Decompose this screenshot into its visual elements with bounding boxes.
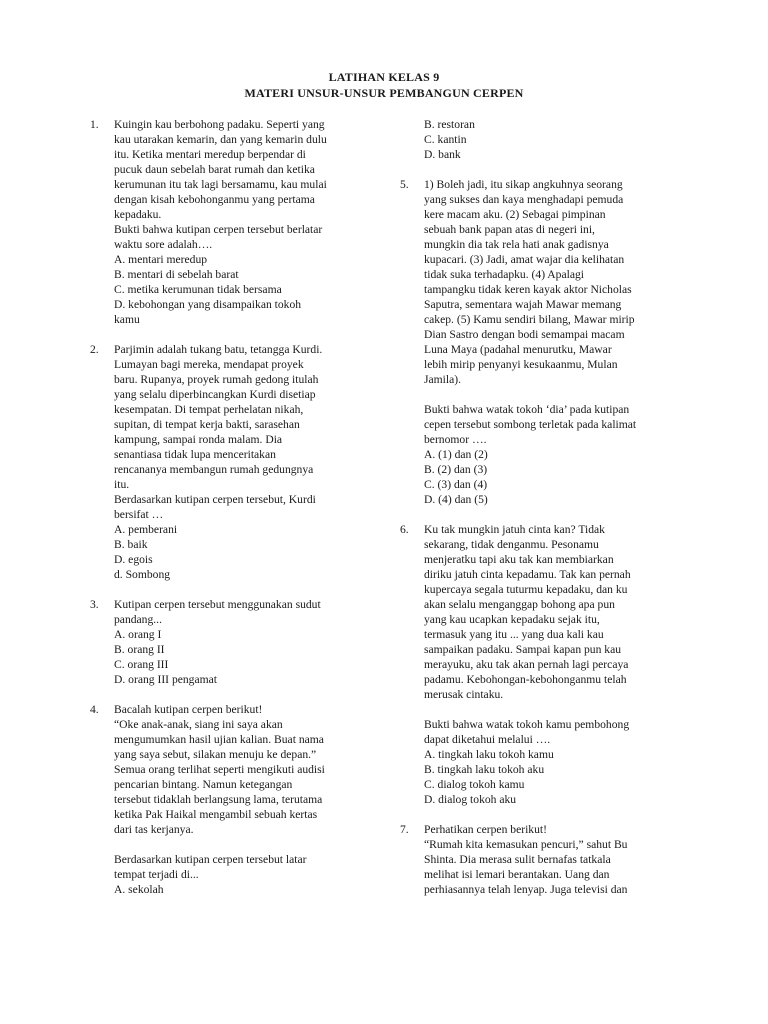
question-line: pucuk daun sebelah barat rumah dan ketika bbox=[114, 163, 315, 176]
option-line: D. bank bbox=[424, 148, 461, 161]
question-item bbox=[400, 177, 690, 507]
question-line: mengumumkan hasil ujian kalian. Buat nama bbox=[114, 733, 324, 746]
question-line: D. egois bbox=[114, 553, 153, 566]
question-spacer bbox=[400, 807, 690, 822]
right-column bbox=[400, 117, 690, 897]
question-line: A. sekolah bbox=[114, 883, 164, 896]
question-line: cepen tersebut sombong terletak pada kalimat bbox=[424, 418, 637, 431]
question-line: cakep. (5) Kamu sendiri bilang, Mawar mirip bbox=[424, 313, 635, 326]
question-spacer bbox=[90, 327, 380, 342]
question-line: A. mentari meredup bbox=[114, 253, 208, 266]
question-line: sampaikan padaku. Sampai kapan pun kau bbox=[424, 643, 622, 656]
question-line: dapat diketahui melalui …. bbox=[424, 733, 551, 746]
question-line: D. (4) dan (5) bbox=[424, 493, 488, 506]
page-title: LATIHAN KELAS 9 bbox=[328, 70, 440, 84]
question-line: B. orang II bbox=[114, 643, 165, 656]
question-line: Bacalah kutipan cerpen berikut! bbox=[114, 703, 263, 716]
question-line: B. tingkah laku tokoh aku bbox=[424, 763, 545, 776]
question-line: Dian Sastro dengan bodi semampai macam bbox=[424, 328, 625, 341]
question-line: melihat isi lemari berantakan. Uang dan bbox=[424, 868, 610, 881]
question-item bbox=[90, 597, 380, 687]
question-line: perhiasannya telah lenyap. Juga televisi dan bbox=[424, 883, 628, 896]
question-number: 2. bbox=[90, 343, 99, 356]
question-line: itu. Ketika mentari meredup berpendar di bbox=[114, 148, 306, 161]
question-line: Berdasarkan kutipan cerpen tersebut latar bbox=[114, 853, 307, 866]
question-item bbox=[90, 342, 380, 582]
question-number: 7. bbox=[400, 823, 409, 836]
question-line: Bukti bahwa watak tokoh ‘dia’ pada kutipan bbox=[424, 403, 630, 416]
question-line: C. dialog tokoh kamu bbox=[424, 778, 525, 791]
question-line: tempat terjadi di... bbox=[114, 868, 199, 881]
question-number: 3. bbox=[90, 598, 99, 611]
question-line: Bukti bahwa kutipan cerpen tersebut berlatar bbox=[114, 223, 323, 236]
question-line: pandang... bbox=[114, 613, 162, 626]
question-item bbox=[90, 117, 380, 327]
question-line: kesempatan. Di tempat perhelatan nikah, bbox=[114, 403, 304, 416]
question-line: A. orang I bbox=[114, 628, 162, 641]
question-line: Semua orang terlihat seperti mengikuti audisi bbox=[114, 763, 325, 776]
question-number: 6. bbox=[400, 523, 409, 536]
question-line: D. dialog tokoh aku bbox=[424, 793, 517, 806]
question-line: tidak suka terhadapku. (4) Apalagi bbox=[424, 268, 585, 281]
question-line: kerumunan itu tak lagi bersamamu, kau mulai bbox=[114, 178, 327, 191]
question-line bbox=[424, 702, 690, 717]
question-line: Jamila). bbox=[424, 373, 462, 386]
question-line: tampangku tidak keren kayak aktor Nicholas bbox=[424, 283, 632, 296]
question-line: A. tingkah laku tokoh kamu bbox=[424, 748, 554, 761]
question-line: Perhatikan cerpen berikut! bbox=[424, 823, 547, 836]
question-line: waktu sore adalah…. bbox=[114, 238, 213, 251]
question-line: senantiasa tidak lupa menceritakan bbox=[114, 448, 276, 461]
continued-options bbox=[400, 117, 690, 162]
question-line: menjeratku tapi aku tak kan membiarkan bbox=[424, 553, 614, 566]
question-line: kau utarakan kemarin, dan yang kemarin dulu bbox=[114, 133, 327, 146]
question-line: Shinta. Dia merasa sulit bernafas tatkala bbox=[424, 853, 611, 866]
question-line: C. (3) dan (4) bbox=[424, 478, 488, 491]
question-spacer bbox=[400, 507, 690, 522]
question-line: itu. bbox=[114, 478, 130, 491]
question-line: Ku tak mungkin jatuh cinta kan? Tidak bbox=[424, 523, 605, 536]
question-line: lebih mirip penyanyi kesukaanmu, Mulan bbox=[424, 358, 618, 371]
question-spacer bbox=[90, 582, 380, 597]
question-line: Lumayan bagi mereka, mendapat proyek bbox=[114, 358, 304, 371]
question-number: 5. bbox=[400, 178, 409, 191]
question-line: yang sukses dan kaya menghadapi pemuda bbox=[424, 193, 624, 206]
page-subtitle: MATERI UNSUR-UNSUR PEMBANGUN CERPEN bbox=[244, 86, 524, 100]
question-line: Parjimin adalah tukang batu, tetangga Kurdi. bbox=[114, 343, 323, 356]
question-line: bersifat … bbox=[114, 508, 164, 521]
question-line: bernomor …. bbox=[424, 433, 487, 446]
left-column bbox=[90, 117, 380, 897]
question-line: kupercaya segala tuturmu kepadaku, dan ku bbox=[424, 583, 628, 596]
question-line: “Rumah kita kemasukan pencuri,” sahut Bu bbox=[424, 838, 628, 851]
question-line: B. (2) dan (3) bbox=[424, 463, 488, 476]
question-line: “Oke anak-anak, siang ini saya akan bbox=[114, 718, 283, 731]
question-line: padamu. Kebohongan-kebohonganmu telah bbox=[424, 673, 627, 686]
question-line: ketika Pak Haikal mengambil sebuah kertas bbox=[114, 808, 318, 821]
question-line: A. (1) dan (2) bbox=[424, 448, 488, 461]
question-line: C. orang III bbox=[114, 658, 169, 671]
question-line: termasuk yang itu ... yang dua kali kau bbox=[424, 628, 604, 641]
option-line: C. kantin bbox=[424, 133, 467, 146]
question-line: C. metika kerumunan tidak bersama bbox=[114, 283, 282, 296]
question-line: yang saya sebut, silakan menuju ke depan.” bbox=[114, 748, 317, 761]
question-line: kamu bbox=[114, 313, 140, 326]
question-line: kampung, sampai ronda malam. Dia bbox=[114, 433, 283, 446]
question-line: Saputra, sementara wajah Mawar memang bbox=[424, 298, 622, 311]
question-line: rencananya membangun rumah gedungnya bbox=[114, 463, 314, 476]
question-line: yang selalu diperbincangkan Kurdi disetiap bbox=[114, 388, 316, 401]
question-line: D. orang III pengamat bbox=[114, 673, 218, 686]
question-line: B. baik bbox=[114, 538, 148, 551]
question-line: merusak cintaku. bbox=[424, 688, 504, 701]
question-line: sebuah bank papan atas di negeri ini, bbox=[424, 223, 595, 236]
question-line: akan selalu menganggap bohong apa pun bbox=[424, 598, 615, 611]
question-line: dengan kisah kebohonganmu yang pertama bbox=[114, 193, 315, 206]
question-number: 4. bbox=[90, 703, 99, 716]
question-line: supitan, di tempat kerja bakti, sarasehan bbox=[114, 418, 300, 431]
question-line: D. kebohongan yang disampaikan tokoh bbox=[114, 298, 302, 311]
question-line: kupacari. (3) Jadi, amat wajar dia kelihatan bbox=[424, 253, 625, 266]
question-spacer bbox=[400, 162, 690, 177]
question-line: kepadaku. bbox=[114, 208, 162, 221]
question-item bbox=[90, 702, 380, 897]
question-spacer bbox=[90, 687, 380, 702]
option-line: B. restoran bbox=[424, 118, 475, 131]
question-line bbox=[424, 387, 690, 402]
question-line bbox=[114, 837, 380, 852]
question-line: Kutipan cerpen tersebut menggunakan sudut bbox=[114, 598, 321, 611]
question-line: tersebut tidaklah berlangsung lama, terutama bbox=[114, 793, 323, 806]
question-item bbox=[400, 822, 690, 897]
question-line: d. Sombong bbox=[114, 568, 171, 581]
question-line: diriku jatuh cinta kepadamu. Tak kan pernah bbox=[424, 568, 631, 581]
question-line: mungkin dia tak rela hati anak gadisnya bbox=[424, 238, 609, 251]
question-line: Luna Maya (padahal menurutku, Mawar bbox=[424, 343, 612, 356]
question-line: B. mentari di sebelah barat bbox=[114, 268, 239, 281]
question-number: 1. bbox=[90, 118, 99, 131]
question-line: Berdasarkan kutipan cerpen tersebut, Kurdi bbox=[114, 493, 316, 506]
question-line: baru. Rupanya, proyek rumah gedong itulah bbox=[114, 373, 319, 386]
question-line: dari tas kerjanya. bbox=[114, 823, 194, 836]
question-line: Kuingin kau berbohong padaku. Seperti yang bbox=[114, 118, 325, 131]
question-line: sekarang, tidak denganmu. Pesonamu bbox=[424, 538, 599, 551]
question-line: Bukti bahwa watak tokoh kamu pembohong bbox=[424, 718, 630, 731]
question-line: yang kau ucapkan kepadaku sejak itu, bbox=[424, 613, 600, 626]
question-line: pencarian bintang. Namun ketegangan bbox=[114, 778, 293, 791]
question-line: kere macam aku. (2) Sebagai pimpinan bbox=[424, 208, 606, 221]
question-line: merayuku, aku tak akan pernah lagi percaya bbox=[424, 658, 629, 671]
question-line: 1) Boleh jadi, itu sikap angkuhnya seorang bbox=[424, 178, 623, 191]
question-item bbox=[400, 522, 690, 807]
question-line: A. pemberani bbox=[114, 523, 178, 536]
